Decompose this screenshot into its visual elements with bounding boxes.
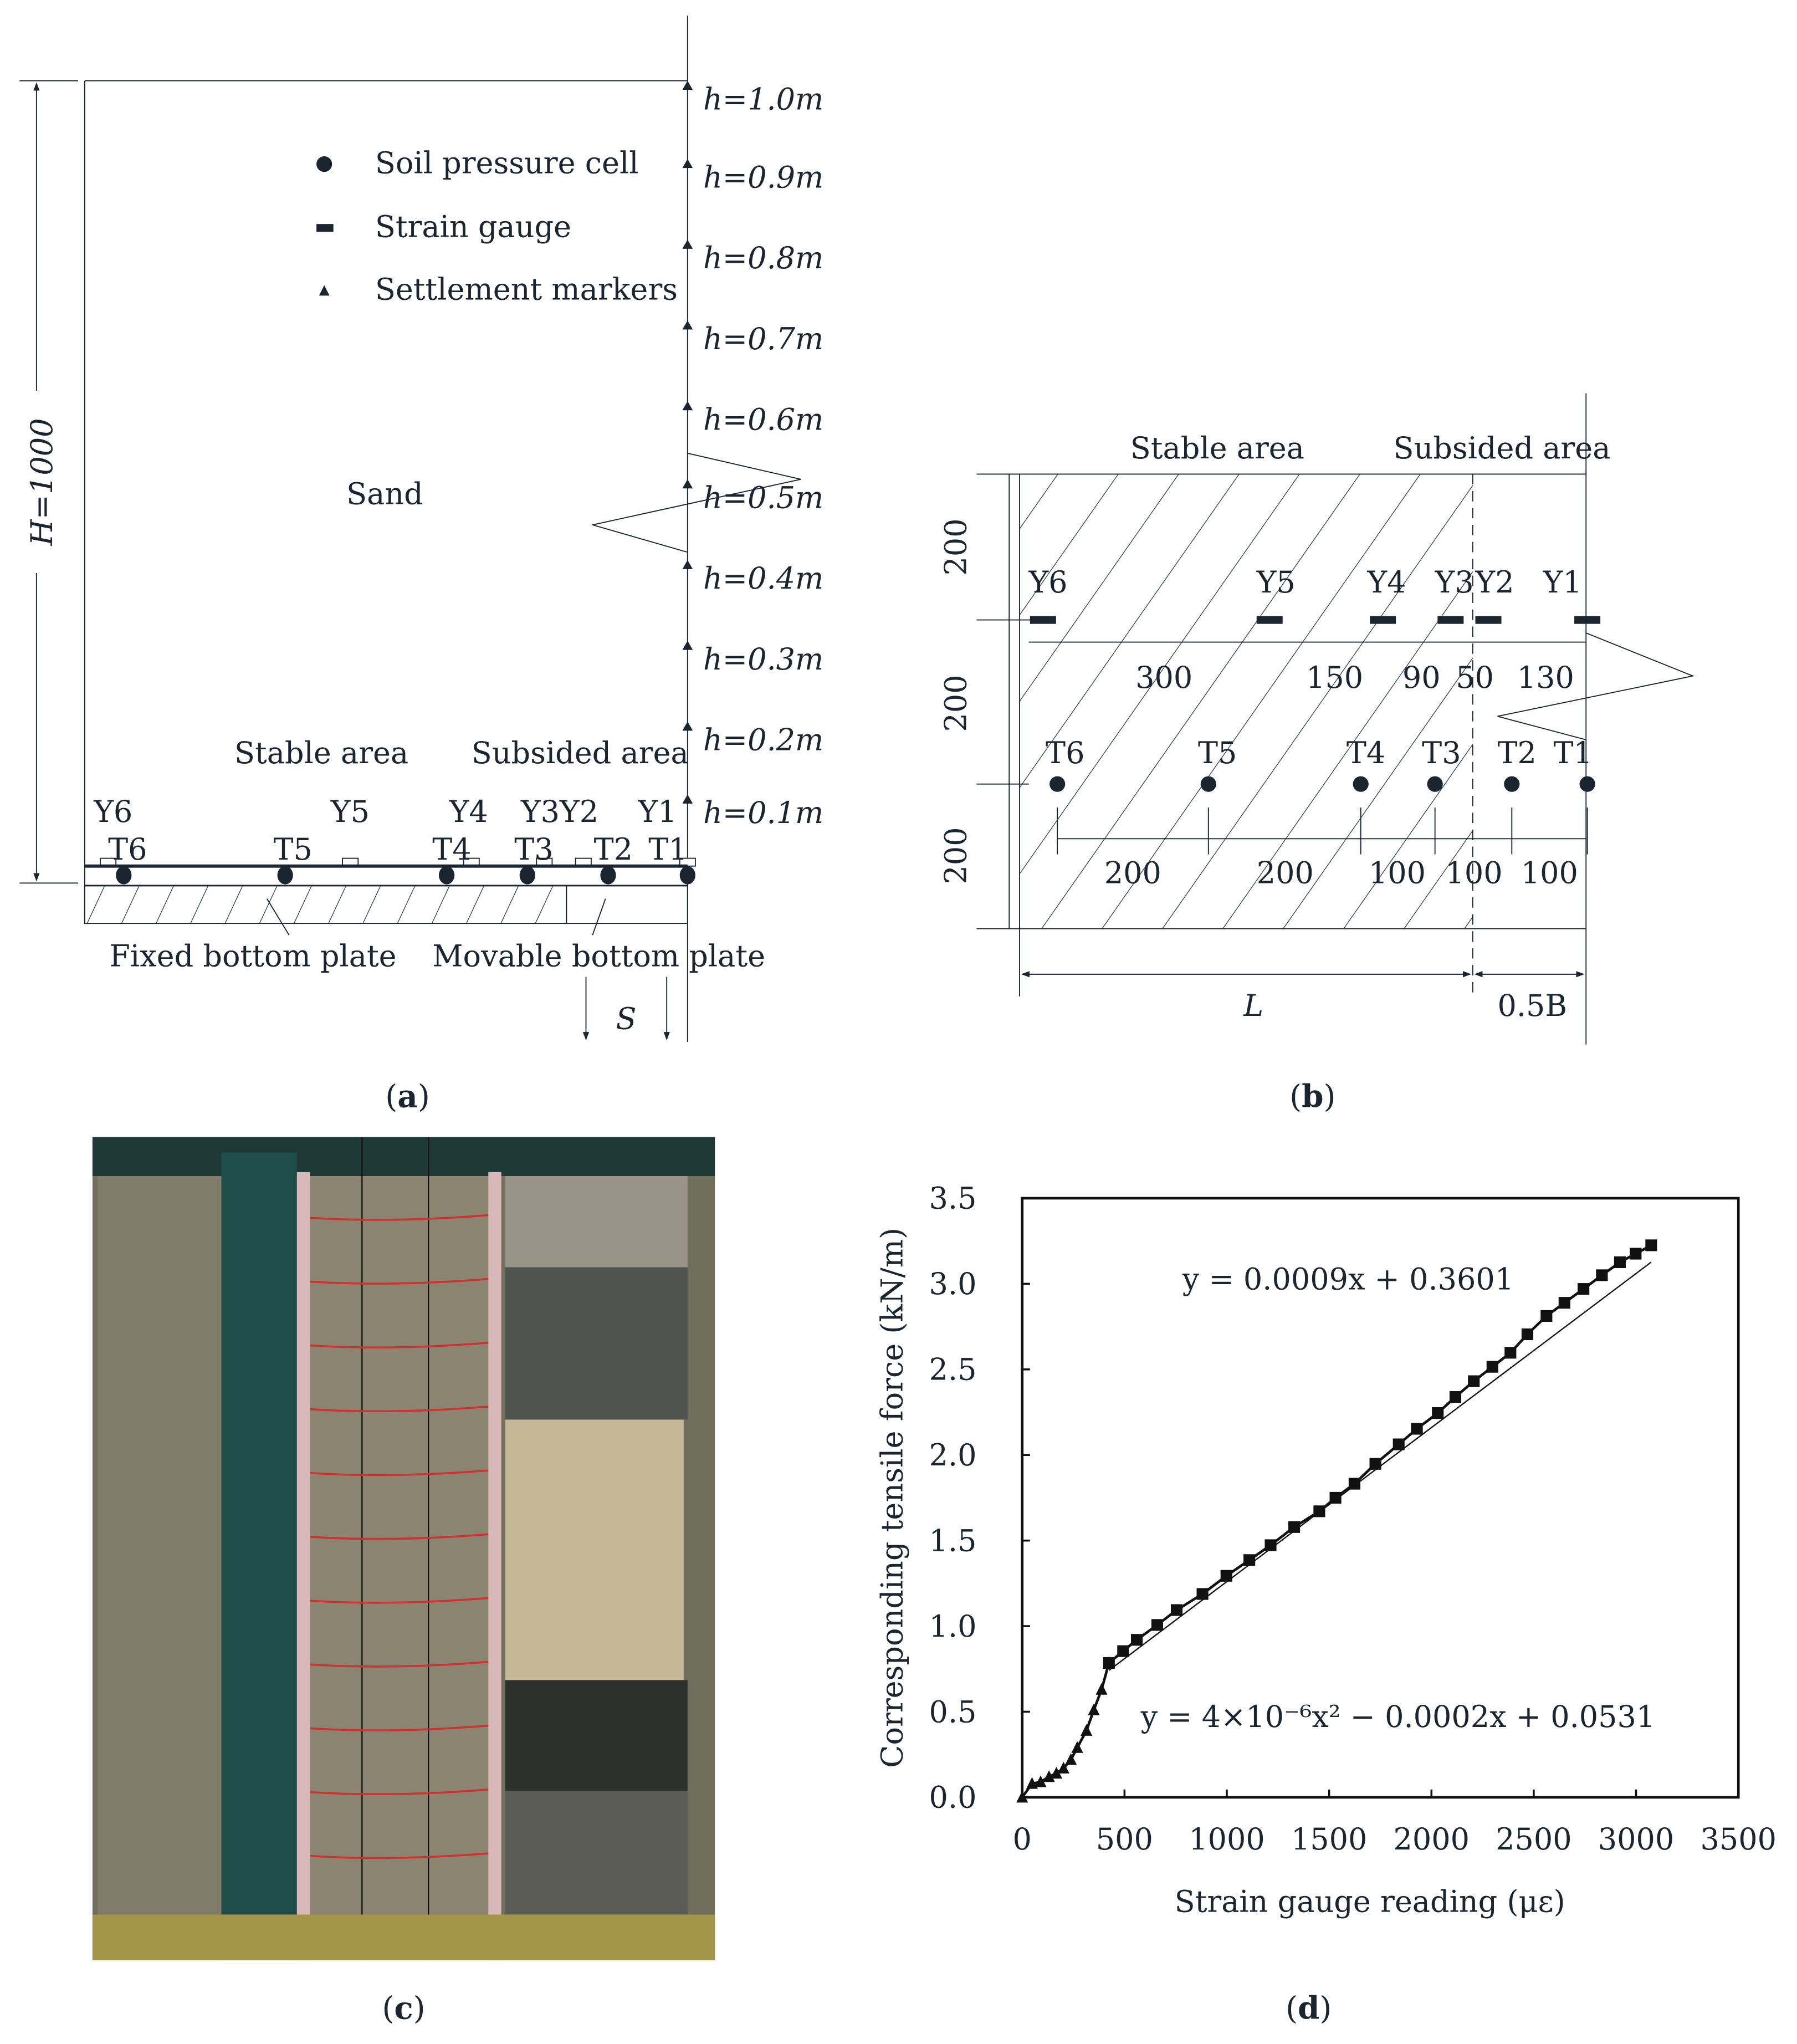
data-point-square (1645, 1239, 1657, 1251)
data-point-square (1596, 1269, 1607, 1281)
y-tick-label: 2.0 (929, 1438, 977, 1473)
y-tick-label: 3.0 (929, 1266, 977, 1302)
settlement-level-label: h=0.9m (703, 160, 824, 195)
soil-pressure-cell-icon (278, 866, 293, 885)
movable-bottom-plate-label: Movable bottom plate (432, 938, 766, 974)
half-width-label: 0.5B (1497, 988, 1568, 1023)
pressure-cell-label: T4 (1346, 735, 1386, 771)
settlement-marker-icon (682, 320, 693, 329)
cell-spacing-label: 200 (1256, 855, 1314, 891)
fixed-bottom-plate (85, 886, 566, 923)
height-dimension-label: H=1000 (24, 418, 60, 546)
y-tick-label: 0.0 (929, 1780, 977, 1815)
y-axis-label: Corresponding tensile force (kN/m) (874, 1227, 910, 1768)
x-tick-label: 1000 (1189, 1821, 1265, 1857)
data-point-square (1171, 1604, 1182, 1616)
x-tick-label: 1500 (1291, 1821, 1368, 1857)
data-point-square (1131, 1634, 1143, 1646)
strain-gauge-label: Y5 (1256, 565, 1296, 600)
settlement-level-label: h=0.1m (703, 795, 824, 831)
data-point-square (1264, 1539, 1276, 1551)
cell-spacing-label: 100 (1445, 855, 1503, 891)
soil-pressure-cell-icon (600, 866, 616, 885)
soil-pressure-cell-icon (439, 866, 454, 885)
gauge-spacing-label: 50 (1456, 660, 1494, 695)
x-tick-label: 2500 (1496, 1821, 1572, 1857)
steel-column (222, 1153, 297, 1960)
data-point-square (1349, 1478, 1360, 1490)
sand-label: Sand (346, 476, 423, 512)
soil-pressure-cell-icon (520, 866, 535, 885)
strain-gauge-label: Y1 (638, 794, 677, 829)
data-point-square (1330, 1492, 1342, 1504)
settlement-marker-icon (682, 479, 693, 488)
movable-bottom-plate (566, 886, 688, 923)
data-point-triangle (1081, 1724, 1092, 1736)
strain-gauge-label: Y2 (1475, 565, 1514, 600)
pressure-cell-label: T5 (1197, 735, 1237, 771)
x-tick-label: 3000 (1598, 1821, 1675, 1857)
soil-pressure-cell-icon (1353, 776, 1369, 792)
strain-gauge-label: Y3 (1435, 565, 1474, 600)
settlement-marker-icon (682, 641, 693, 650)
data-point-square (1103, 1657, 1115, 1669)
settlement-marker-icon (682, 239, 693, 248)
pressure-cell-label: T1 (648, 831, 688, 867)
caption-b: (b) (1289, 1078, 1336, 1115)
data-point-square (1197, 1588, 1209, 1600)
data-point-square (1221, 1570, 1232, 1582)
settlement-marker-icon (682, 722, 693, 730)
data-point-square (1117, 1646, 1129, 1657)
legend-soil-pressure-cell: Soil pressure cell (375, 145, 639, 181)
pressure-cell-label: T1 (1553, 735, 1593, 771)
strain-gauge-label: Y6 (94, 794, 133, 829)
panel-d-calibration-chart (875, 1181, 1776, 2027)
data-point-square (1540, 1310, 1552, 1322)
strain-gauge-label: Y6 (1028, 565, 1068, 600)
legend-settlement-markers: Settlement markers (375, 272, 678, 307)
data-point-triangle (1088, 1704, 1099, 1715)
data-point-square (1630, 1248, 1641, 1259)
settlement-marker-icon (682, 159, 693, 168)
strain-gauge-icon (1437, 616, 1463, 624)
panel-b-layout-diagram (939, 394, 1693, 1115)
settlement-marker-icon (682, 794, 693, 803)
data-point-square (1370, 1458, 1381, 1470)
y-tick-label: 0.5 (929, 1694, 977, 1730)
pressure-cell-label: T2 (593, 831, 633, 867)
data-point-square (1313, 1505, 1325, 1517)
soil-pressure-cell-icon (1201, 776, 1216, 792)
data-point-square (1559, 1297, 1570, 1309)
data-point-square (1393, 1438, 1405, 1450)
pressure-cell-label: T3 (514, 831, 554, 867)
strain-gauge-label: Y4 (449, 794, 488, 829)
pressure-cell-label: T6 (1046, 735, 1085, 771)
x-tick-label: 500 (1095, 1821, 1153, 1857)
settlement-level-label: h=0.6m (703, 402, 824, 437)
caption-a: (a) (385, 1078, 430, 1115)
data-point-square (1522, 1328, 1533, 1340)
linear-fit-equation: y = 0.0009x + 0.3601 (1182, 1261, 1514, 1297)
stable-area-label: Stable area (234, 735, 409, 771)
caption-d: (d) (1286, 1990, 1332, 2027)
settlement-level-label: h=0.5m (703, 480, 824, 515)
pressure-cell-label: T5 (273, 831, 313, 867)
pressure-cell-label: T6 (108, 831, 147, 867)
cell-spacing-label: 100 (1368, 855, 1426, 891)
stable-area-label-b: Stable area (1130, 431, 1304, 466)
data-point-square (1288, 1521, 1300, 1533)
settlement-level-label: h=0.8m (703, 241, 824, 276)
data-point-square (1432, 1407, 1443, 1419)
data-point-square (1411, 1423, 1423, 1434)
panel-a-model-diagram (19, 16, 823, 1115)
soil-pressure-cell-legend-icon (316, 156, 332, 172)
soil-pressure-cell-icon (116, 866, 131, 885)
settlement-marker-icon (682, 560, 693, 569)
x-tick-label: 0 (1012, 1821, 1032, 1857)
settlement-marker-icon (682, 81, 693, 90)
length-label: L (1243, 988, 1264, 1023)
data-point-square (1468, 1376, 1479, 1387)
pressure-cell-label: T2 (1497, 735, 1537, 771)
settlement-level-label: h=0.4m (703, 561, 824, 596)
movable-block (505, 1419, 684, 1680)
legend-strain-gauge: Strain gauge (375, 209, 572, 244)
data-point-square (1487, 1361, 1498, 1373)
vertical-dimension-label: 200 (938, 674, 974, 732)
data-point-square (1504, 1347, 1516, 1358)
soil-pressure-cell-icon (1504, 776, 1519, 792)
quadratic-fit-equation: y = 4×10⁻⁶x² − 0.0002x + 0.0531 (1140, 1699, 1656, 1735)
settlement-level-label: h=0.7m (703, 321, 824, 356)
strain-gauge-icon (1574, 616, 1600, 624)
data-point-square (1151, 1619, 1163, 1631)
series-line (1022, 1663, 1109, 1797)
gauge-spacing-label: 300 (1135, 660, 1193, 695)
data-point-triangle (1065, 1753, 1077, 1765)
soil-pressure-cell-icon (1580, 776, 1595, 792)
soil-pressure-cell-icon (1427, 776, 1443, 792)
y-tick-label: 1.0 (929, 1608, 977, 1644)
gauge-spacing-label: 130 (1517, 660, 1574, 695)
measuring-tape-right (488, 1172, 501, 1960)
data-point-square (1578, 1283, 1589, 1295)
subsided-area-label: Subsided area (471, 735, 689, 771)
x-tick-label: 3500 (1700, 1821, 1776, 1857)
strain-gauge-icon (1476, 616, 1502, 624)
strain-gauge-icon (1370, 616, 1396, 624)
data-point-square (1614, 1256, 1626, 1268)
settlement-level-label: h=0.3m (703, 641, 824, 677)
settlement-marker-icon (682, 401, 693, 410)
x-tick-label: 2000 (1393, 1821, 1470, 1857)
strain-gauge-label: Y1 (1543, 565, 1582, 600)
y-tick-label: 3.5 (929, 1181, 977, 1216)
pressure-cell-label: T3 (1422, 735, 1461, 771)
cell-spacing-label: 100 (1520, 855, 1578, 891)
data-point-triangle (1095, 1683, 1107, 1695)
soil-pressure-cell-icon (680, 866, 695, 885)
subsided-area-label-b: Subsided area (1393, 431, 1611, 466)
fixed-bottom-plate-label: Fixed bottom plate (109, 938, 397, 974)
y-tick-label: 2.5 (929, 1352, 977, 1387)
cell-spacing-label: 200 (1104, 855, 1161, 891)
vertical-dimension-label: 200 (938, 827, 974, 885)
strain-gauge-label: Y4 (1367, 565, 1406, 600)
data-point-square (1243, 1554, 1255, 1566)
settlement-level-label: h=1.0m (703, 81, 824, 117)
gauge-spacing-label: 150 (1306, 660, 1364, 695)
strain-gauge-label: Y5 (330, 794, 370, 829)
x-axis-label: Strain gauge reading (με) (1174, 1884, 1565, 1919)
gauge-spacing-label: 90 (1402, 660, 1441, 695)
y-tick-label: 1.5 (929, 1523, 977, 1558)
caption-c: (c) (382, 1990, 426, 2027)
settlement-symbol: S (616, 1001, 637, 1036)
soil-pressure-cell-icon (1049, 776, 1065, 792)
data-point-square (1450, 1391, 1461, 1403)
settlement-level-label: h=0.2m (703, 722, 824, 758)
pressure-cell-label: T4 (432, 831, 472, 867)
measuring-tape-left (297, 1172, 310, 1960)
settlement-marker-legend-icon (319, 285, 330, 296)
panel-c-test-photo (93, 1137, 715, 2027)
strain-gauge-icon (1257, 616, 1283, 624)
strain-gauge-icon (1030, 616, 1056, 624)
strain-gauge-legend-icon (316, 224, 334, 232)
strain-gauge-label: Y3Y2 (521, 794, 599, 829)
vertical-dimension-label: 200 (938, 518, 974, 576)
data-point-triangle (1072, 1741, 1083, 1753)
